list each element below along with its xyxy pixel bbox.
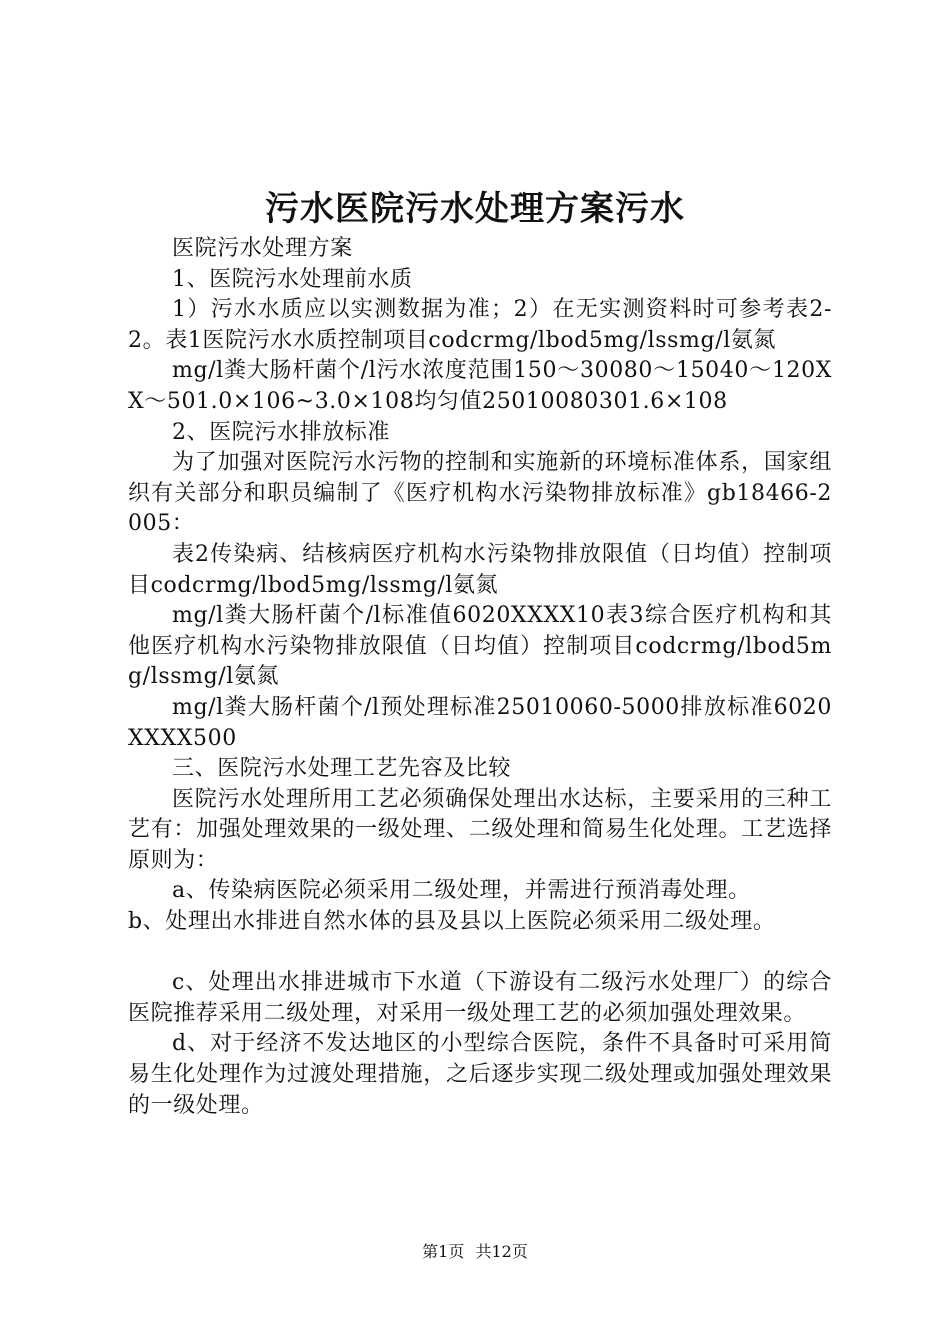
section-heading-2: 2、医院污水排放标准: [172, 419, 390, 445]
section-heading-1: 1、医院污水处理前水质: [172, 266, 413, 292]
paragraph: mg/l粪大肠杆菌个/l标准值6020XXXX10表3综合医疗机构和其他医疗机构水污染物排放限值（日均值）控制项目codcrmg/lbod5mg/lssmg/l氨氮: [128, 603, 832, 690]
list-item: b、处理出水排进自然水体的县及县以上医院必须采用二级处理。: [128, 909, 776, 935]
page-number: 第1页: [422, 1242, 465, 1261]
paragraph: mg/l粪大肠杆菌个/l预处理标准25010060-5000排放标准6020XXXX500: [128, 694, 832, 751]
paragraph-heading: 医院污水处理方案: [172, 236, 353, 261]
page-total: 共12页: [475, 1242, 528, 1261]
page-footer: [0, 1240, 950, 1264]
document-body: [128, 234, 832, 1121]
paragraph: 医院污水处理所用工艺必须确保处理出水达标，主要采用的三种工艺有：加强处理效果的一级处理、二级处理和简易生化处理。工艺选择原则为：: [128, 786, 832, 873]
section-heading-3: 三、医院污水处理工艺先容及比较: [172, 756, 512, 782]
document-title: 污水医院污水处理方案污水: [265, 189, 685, 229]
paragraph: mg/l粪大肠杆菌个/l污水浓度范围150～30080～15040～120XX～501.0×106~3.0×108均匀值25010080301.6×108: [128, 358, 832, 414]
blank-line: [128, 938, 832, 969]
list-item: c、处理出水排进城市下水道（下游设有二级污水处理厂）的综合医院推荐采用二级处理，对采用一级处理工艺的必须加强处理效果。: [128, 970, 832, 1026]
paragraph: 为了加强对医院污水污物的控制和实施新的环境标准体系，国家组织有关部分和职员编制了《医疗机构水污染物排放标准》gb18466-2005：: [128, 450, 832, 537]
paragraph: 1）污水水质应以实测数据为准；2）在无实测资料时可参考表2-2。表1医院污水水质控制项目codcrmg/lbod5mg/lssmg/l氨氮: [128, 297, 832, 353]
list-item: d、对于经济不发达地区的小型综合医院，条件不具备时可采用简易生化处理作为过渡处理措施，之后逐步实现二级处理或加强处理效果的一级处理。: [128, 1031, 832, 1118]
list-item: a、传染病医院必须采用二级处理，并需进行预消毒处理。: [172, 878, 751, 904]
paragraph: 表2传染病、结核病医疗机构水污染物排放限值（日均值）控制项目codcrmg/lbod5mg/lssmg/l氨氮: [128, 541, 832, 598]
